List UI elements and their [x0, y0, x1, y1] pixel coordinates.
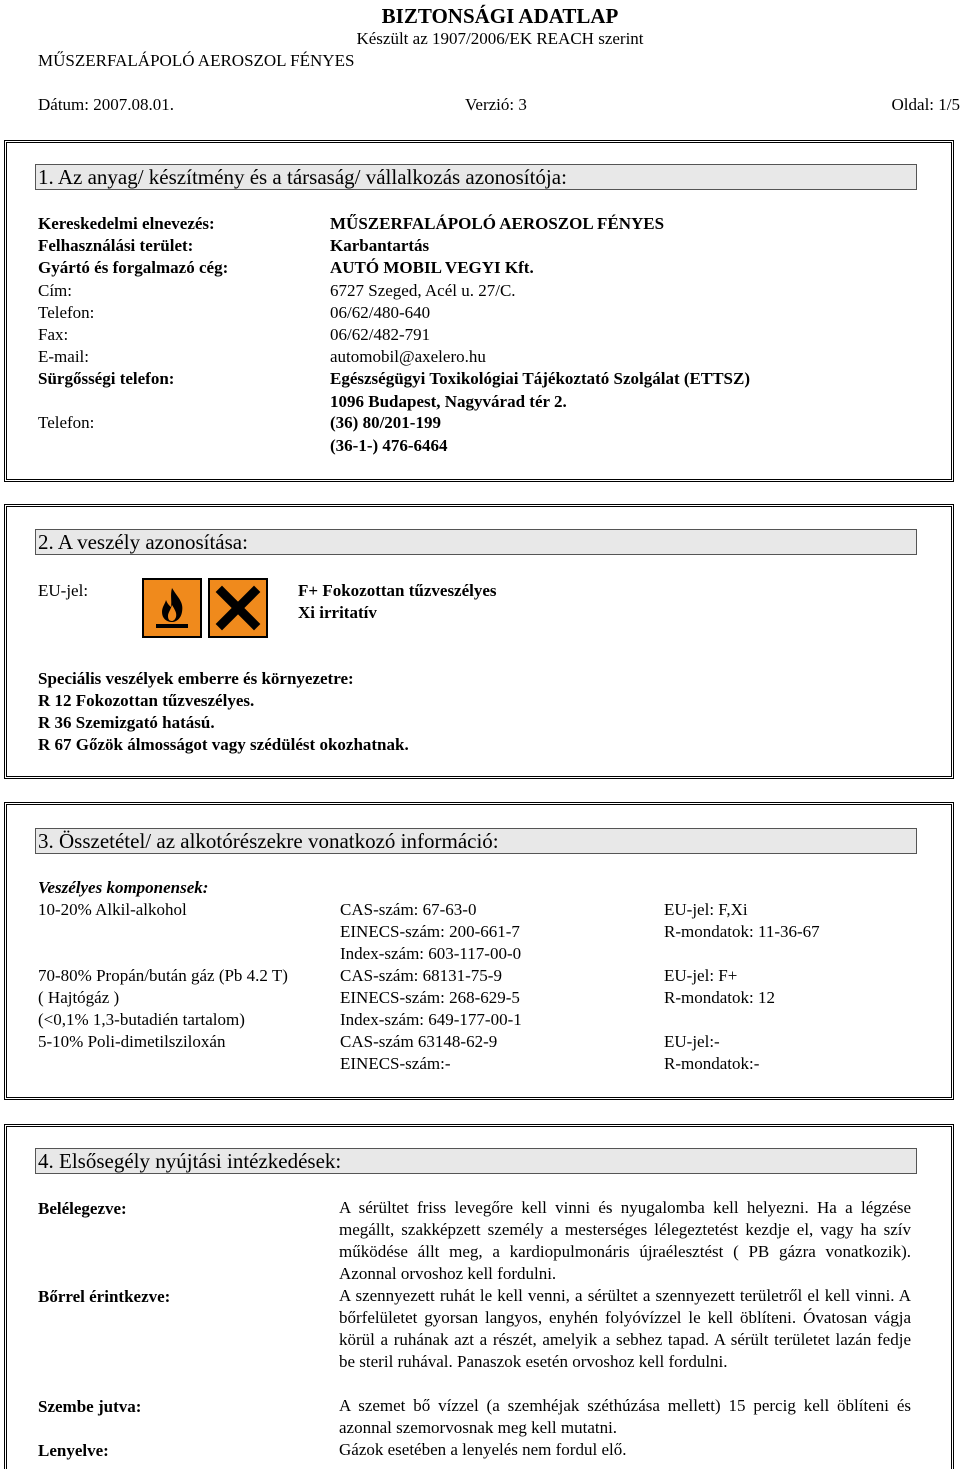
component-class: R-mondatok:-: [664, 1054, 760, 1073]
email-label: E-mail:: [38, 347, 89, 366]
component-line: (<0,1% 1,3-butadién tartalom): [38, 1010, 245, 1029]
component-id: EINECS-szám: 268-629-5: [340, 988, 520, 1007]
first-aid-eye-label: Szembe jutva:: [38, 1397, 142, 1416]
special-hazards-heading: Speciális veszélyek emberre és környezetre:: [38, 669, 354, 688]
risk-phrase-r67: R 67 Gőzök álmosságot vagy szédülést okozhatnak.: [38, 735, 409, 754]
component-class: EU-jel:-: [664, 1032, 720, 1051]
usage-value: Karbantartás: [330, 236, 430, 255]
document-subtitle: Készült az 1907/2006/EK REACH szerint: [356, 29, 644, 48]
component-id: EINECS-szám: 200-661-7: [340, 922, 520, 941]
section-3-heading: 3. Összetétel/ az alkotórészekre vonatkozó információ:: [35, 828, 917, 854]
emergency-phone-label: Telefon:: [38, 413, 95, 432]
component-id: CAS-szám 63148-62-9: [340, 1032, 498, 1051]
manufacturer-label: Gyártó és forgalmazó cég:: [38, 258, 229, 277]
component-line: 70-80% Propán/bután gáz (Pb 4.2 T): [38, 966, 288, 985]
risk-phrase-r36: R 36 Szemizgató hatású.: [38, 713, 215, 732]
section-1-heading: 1. Az anyag/ készítmény és a társaság/ vállalkozás azonosítója:: [35, 164, 917, 190]
first-aid-skin-label: Bőrrel érintkezve:: [38, 1287, 171, 1306]
emergency-phone-1: (36) 80/201-199: [330, 413, 441, 432]
phone-value: 06/62/480-640: [330, 303, 431, 322]
usage-label: Felhasználási terület:: [38, 236, 194, 255]
date-label: Dátum: 2007.08.01.: [38, 95, 174, 114]
emergency-service: Egészségügyi Toxikológiai Tájékoztató Szolgálat (ETTSZ): [330, 369, 751, 388]
eu-symbol-label: EU-jel:: [38, 581, 89, 600]
document-title: BIZTONSÁGI ADATLAP: [381, 4, 619, 28]
emergency-phone-2: (36-1-) 476-6464: [330, 436, 448, 455]
manufacturer-value: AUTÓ MOBIL VEGYI Kft.: [330, 258, 534, 277]
section-4-heading: 4. Elsősegély nyújtási intézkedések:: [35, 1148, 917, 1174]
version-label: Verzió: 3: [465, 95, 527, 114]
first-aid-eye-text: A szemet bő vízzel (a szemhéjak széthúzása mellett) 15 percig kell öblíteni és azonnal szemorvosnak meg kell mutatni.: [339, 1396, 911, 1437]
component-line: ( Hajtógáz ): [38, 988, 120, 1007]
component-class: EU-jel: F,Xi: [664, 900, 748, 919]
first-aid-inhalation-text: A sérültet friss levegőre kell vinni és nyugalomba kell helyezni. Ha a légzése megállt, szakképzett személy a mesterséges lélegeztetést kezdje el, vagy ha szív működése állt meg, a kardiopulmonáris újraélesztést ( PB gázra vonatkozik). Azonnal orvoshoz kell fordulni.: [339, 1198, 911, 1283]
product-name-header: MŰSZERFALÁPOLÓ AEROSZOL FÉNYES: [38, 51, 355, 70]
emergency-label: Sürgősségi telefon:: [38, 369, 175, 388]
component-id: CAS-szám: 67-63-0: [340, 900, 477, 919]
risk-phrase-r12: R 12 Fokozottan tűzveszélyes.: [38, 691, 255, 710]
component-id: Index-szám: 649-177-00-1: [340, 1010, 522, 1029]
page-number: Oldal: 1/5: [891, 95, 960, 114]
hazard-class-2: Xi irritatív: [298, 603, 377, 622]
component-id: EINECS-szám:-: [340, 1054, 451, 1073]
component-line: 5-10% Poli-dimetilsziloxán: [38, 1032, 226, 1051]
address-label: Cím:: [38, 281, 73, 300]
component-class: R-mondatok: 11-36-67: [664, 922, 820, 941]
trade-name-label: Kereskedelmi elnevezés:: [38, 214, 215, 233]
section-2-heading: 2. A veszély azonosítása:: [35, 529, 917, 555]
component-id: Index-szám: 603-117-00-0: [340, 944, 522, 963]
fax-label: Fax:: [38, 325, 69, 344]
first-aid-ingestion-text: Gázok esetében a lenyelés nem fordul elő.: [339, 1440, 627, 1459]
flame-hazard-icon: [142, 578, 202, 638]
component-line: 10-20% Alkil-alkohol: [38, 900, 187, 919]
component-class: R-mondatok: 12: [664, 988, 775, 1007]
hazard-class-1: F+ Fokozottan tűzveszélyes: [298, 581, 497, 600]
emergency-address: 1096 Budapest, Nagyvárad tér 2.: [330, 392, 567, 411]
first-aid-skin-text: A szennyezett ruhát le kell venni, a sérültet a szennyezett területről el kell vinni. A bőrfelületet gyorsan langyos, enyhén folyóvízzel le kell öblíteni. Óvatosan vágja körül a ruhának azt a részét, amelyik a sebhez tapad. A sérült területet lazán fedje be steril ruhával. Panaszok esetén orvoshoz kell fordulni.: [339, 1286, 911, 1371]
trade-name-value: MŰSZERFALÁPOLÓ AEROSZOL FÉNYES: [330, 214, 665, 233]
section-1-box: [4, 140, 954, 482]
phone-label: Telefon:: [38, 303, 95, 322]
first-aid-ingestion-label: Lenyelve:: [38, 1441, 109, 1460]
hazardous-components-heading: Veszélyes komponensek:: [38, 878, 209, 897]
component-id: CAS-szám: 68131-75-9: [340, 966, 502, 985]
cross-hazard-icon: [208, 578, 268, 638]
component-class: EU-jel: F+: [664, 966, 738, 985]
fax-value: 06/62/482-791: [330, 325, 431, 344]
email-value[interactable]: automobil@axelero.hu: [330, 347, 486, 366]
address-value: 6727 Szeged, Acél u. 27/C.: [330, 281, 516, 300]
first-aid-inhalation-label: Belélegezve:: [38, 1199, 127, 1218]
